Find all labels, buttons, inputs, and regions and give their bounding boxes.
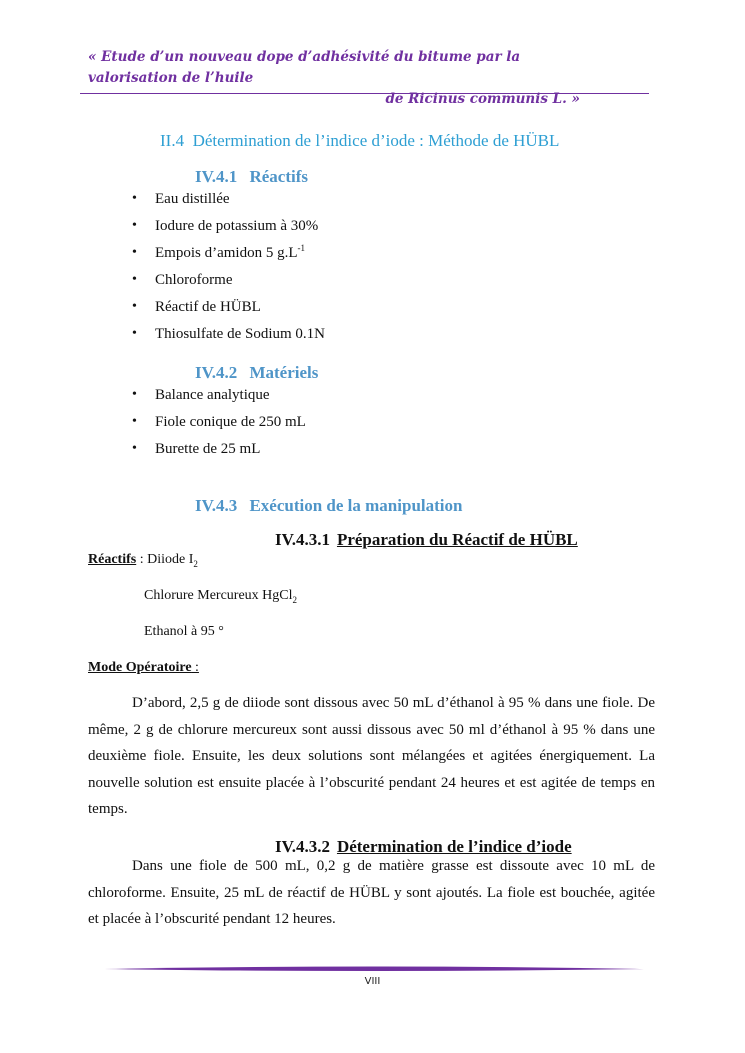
list-item: • Eau distillée [132,190,325,217]
reactifs-label: Réactifs [88,552,137,567]
header-divider [80,93,649,94]
reagent-line [144,624,224,640]
materiels-title: Matériels [249,363,319,382]
preparation-heading [275,530,578,550]
list-item: • Fiole conique de 250 mL [132,413,306,440]
header-line-2: de Ricinus communis L. » [385,91,580,107]
list-item: • Thiosulfate de Sodium 0.1N [132,325,325,352]
reagent-chlorure: Chlorure Mercureux HgCl [144,588,293,603]
footer-divider [104,962,644,976]
materiels-heading [195,363,318,383]
determination-number: IV.4.3.2 [275,837,330,856]
reactifs-heading [195,167,308,187]
reactifs-line: Réactifs : Diiode $I_2$ [88,552,198,569]
list-item: • Réactif de HÜBL [132,298,325,325]
reactifs-number: IV.4.1 [195,167,238,186]
determination-title: Détermination de l’indice d’iode [336,837,572,856]
mode-operatoire-label: Mode Opératoire [88,660,192,675]
reagent-ethanol: Ethanol à 95 ° [144,624,224,639]
running-header [88,47,580,110]
list-item: • Balance analytique [132,386,306,413]
execution-number: IV.4.3 [195,496,238,515]
mode-operatoire-line: Mode Opératoire : [88,660,199,675]
execution-title: Exécution de la manipulation [249,496,463,515]
section-title: Détermination de l’indice d’iode : Méthode de HÜBL [192,131,560,150]
reagent-diiode: Diiode I [147,552,194,567]
list-item: • Chloroforme [132,271,325,298]
materiels-list [132,386,306,467]
materiels-number: IV.4.2 [195,363,238,382]
execution-heading [195,496,462,516]
header-line-1: « Etude d’un nouveau dope d’adhésivité du bitume par la valorisation de l’huile [88,49,521,86]
reagent-line: Chlorure Mercureux HgCl$_2$ [144,588,298,605]
section-number: II.4 [160,131,185,150]
reactifs-list [132,190,325,352]
list-item: • Burette de 25 mL [132,440,306,467]
list-item: • Iodure de potassium à 30% [132,217,325,244]
list-item: • Empois d’amidon 5 $g.L^{-1}$ [132,244,325,271]
page-number: VIII [364,976,381,987]
section-heading [160,131,559,151]
reactifs-title: Réactifs [249,167,308,186]
preparation-paragraph: D’abord, 2,5 g de diiode sont dissous avec 50 mL d’éthanol à 95 % dans une fiole. De même, 2 g de chlorure mercureux sont aussi dissous avec 50 ml d’éthanol à 95 % dans une deuxième fiole. Ensuite, les deux solutions sont mélangées et agitées énergiquement. La nouvelle solution est ensuite placée à l’obscurité pendant 24 heures et est agitée de temps en temps. [88,695,655,817]
preparation-title: Préparation du Réactif de HÜBL [336,530,578,549]
preparation-number: IV.4.3.1 [275,530,330,549]
determination-paragraph: Dans une fiole de 500 mL, 0,2 g de matière grasse est dissoute avec 10 mL de chloroforme. Ensuite, 25 mL de réactif de HÜBL y sont ajoutés. La fiole est bouchée, agitée et placée à l’obscurité pendant 12 heures. [88,858,655,927]
